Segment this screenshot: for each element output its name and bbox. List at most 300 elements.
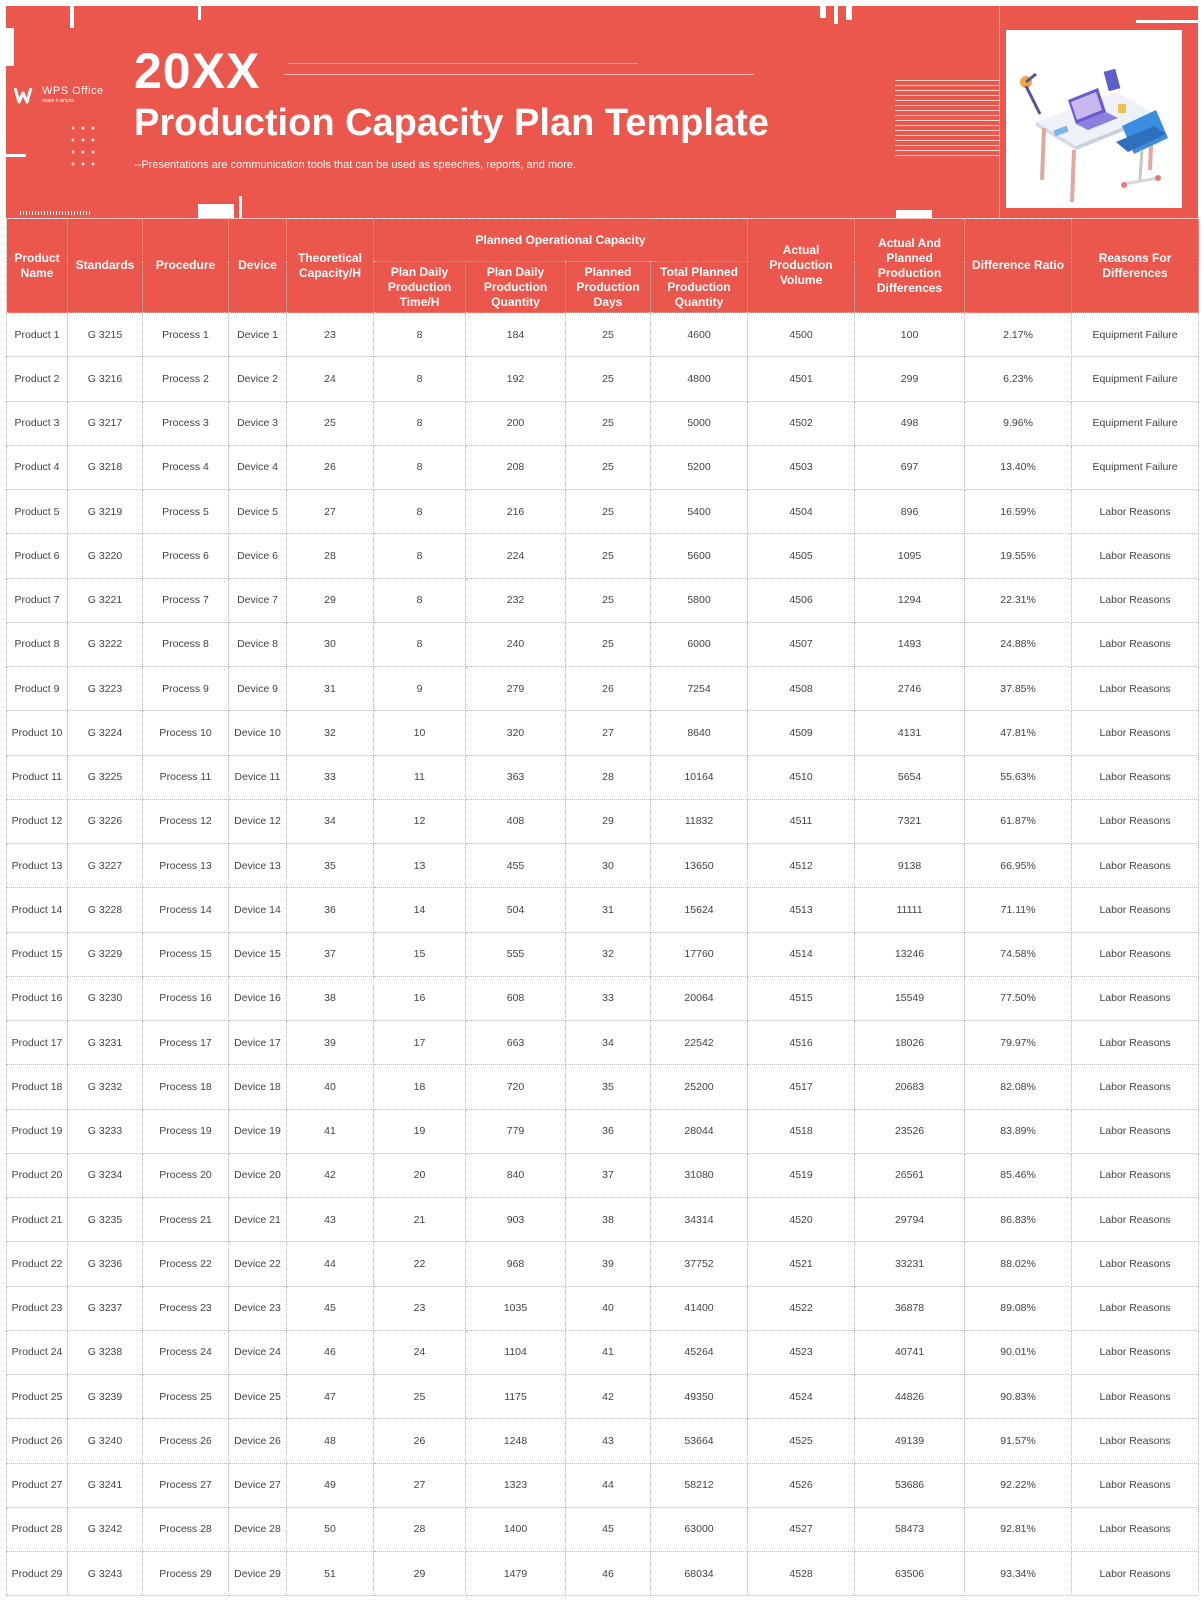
col-header-actual-volume: Actual Production Volume <box>748 219 855 313</box>
cell-difference-ratio: 24.88% <box>965 622 1072 666</box>
cell-actual-volume: 4527 <box>748 1507 855 1551</box>
cell-theoretical-capacity: 25 <box>287 401 374 445</box>
cell-plan-daily-quantity: 779 <box>466 1109 566 1153</box>
cell-plan-daily-time: 26 <box>374 1419 466 1463</box>
cell-product-name: Product 27 <box>7 1463 68 1507</box>
cell-standard: G 3236 <box>68 1242 143 1286</box>
cell-actual-volume: 4510 <box>748 755 855 799</box>
logo-name: WPS Office <box>42 85 104 97</box>
cell-reason: Labor Reasons <box>1072 667 1199 711</box>
cell-total-planned-quantity: 7254 <box>651 667 748 711</box>
cell-device: Device 2 <box>229 357 287 401</box>
col-header-product-name: Product Name <box>7 219 68 313</box>
cell-plan-daily-quantity: 720 <box>466 1065 566 1109</box>
cell-total-planned-quantity: 58212 <box>651 1463 748 1507</box>
cell-actual-volume: 4511 <box>748 799 855 843</box>
cell-actual-volume: 4513 <box>748 888 855 932</box>
cell-actual-volume: 4517 <box>748 1065 855 1109</box>
cell-difference: 13246 <box>855 932 965 976</box>
col-header-difference-ratio: Difference Ratio <box>965 219 1072 313</box>
cell-product-name: Product 2 <box>7 357 68 401</box>
cell-plan-daily-time: 21 <box>374 1198 466 1242</box>
cell-reason: Labor Reasons <box>1072 932 1199 976</box>
table-row <box>7 1552 1199 1596</box>
cell-procedure: Process 2 <box>143 357 229 401</box>
cell-difference: 63506 <box>855 1552 965 1596</box>
cell-planned-days: 29 <box>566 799 651 843</box>
cell-plan-daily-quantity: 504 <box>466 888 566 932</box>
decor-bar <box>198 6 201 20</box>
cell-reason: Labor Reasons <box>1072 844 1199 888</box>
cell-planned-days: 39 <box>566 1242 651 1286</box>
cell-plan-daily-quantity: 363 <box>466 755 566 799</box>
cell-actual-volume: 4502 <box>748 401 855 445</box>
cell-planned-days: 46 <box>566 1552 651 1596</box>
decor-bar <box>896 210 932 218</box>
table-row <box>7 1419 1199 1463</box>
cell-standard: G 3217 <box>68 401 143 445</box>
cell-planned-days: 25 <box>566 622 651 666</box>
cell-plan-daily-quantity: 1104 <box>466 1330 566 1374</box>
cell-plan-daily-time: 8 <box>374 534 466 578</box>
cell-actual-volume: 4512 <box>748 844 855 888</box>
col-header-planned-days: Planned Production Days <box>566 262 651 313</box>
cell-theoretical-capacity: 23 <box>287 313 374 357</box>
table-row <box>7 799 1199 843</box>
cell-standard: G 3224 <box>68 711 143 755</box>
cell-plan-daily-quantity: 232 <box>466 578 566 622</box>
cell-planned-days: 36 <box>566 1109 651 1153</box>
cell-device: Device 18 <box>229 1065 287 1109</box>
cell-product-name: Product 24 <box>7 1330 68 1374</box>
cell-standard: G 3227 <box>68 844 143 888</box>
cell-difference-ratio: 91.57% <box>965 1419 1072 1463</box>
table-row <box>7 844 1199 888</box>
cell-reason: Labor Reasons <box>1072 1065 1199 1109</box>
cell-plan-daily-time: 8 <box>374 313 466 357</box>
cell-difference: 53686 <box>855 1463 965 1507</box>
cell-device: Device 16 <box>229 976 287 1020</box>
cell-theoretical-capacity: 45 <box>287 1286 374 1330</box>
wps-logo-icon <box>14 86 36 104</box>
cell-device: Device 9 <box>229 667 287 711</box>
cell-difference-ratio: 66.95% <box>965 844 1072 888</box>
cell-difference: 7321 <box>855 799 965 843</box>
cell-total-planned-quantity: 20064 <box>651 976 748 1020</box>
table-row <box>7 445 1199 489</box>
cell-actual-volume: 4514 <box>748 932 855 976</box>
cell-planned-days: 41 <box>566 1330 651 1374</box>
col-header-plan-daily-time: Plan Daily Production Time/H <box>374 262 466 313</box>
cell-difference: 299 <box>855 357 965 401</box>
cell-planned-days: 42 <box>566 1375 651 1419</box>
table-row <box>7 755 1199 799</box>
cell-device: Device 12 <box>229 799 287 843</box>
decor-bar <box>846 6 852 20</box>
cell-total-planned-quantity: 53664 <box>651 1419 748 1463</box>
cell-device: Device 13 <box>229 844 287 888</box>
cell-difference: 49139 <box>855 1419 965 1463</box>
cell-planned-days: 25 <box>566 357 651 401</box>
cell-difference: 2746 <box>855 667 965 711</box>
table-row <box>7 1286 1199 1330</box>
cell-product-name: Product 14 <box>7 888 68 932</box>
table-row <box>7 1330 1199 1374</box>
cell-total-planned-quantity: 6000 <box>651 622 748 666</box>
table-row <box>7 667 1199 711</box>
cell-reason: Equipment Failure <box>1072 313 1199 357</box>
cell-plan-daily-time: 22 <box>374 1242 466 1286</box>
cell-product-name: Product 21 <box>7 1198 68 1242</box>
cell-procedure: Process 18 <box>143 1065 229 1109</box>
cell-planned-days: 27 <box>566 711 651 755</box>
table-row <box>7 711 1199 755</box>
cell-product-name: Product 12 <box>7 799 68 843</box>
cell-procedure: Process 20 <box>143 1153 229 1197</box>
cell-theoretical-capacity: 29 <box>287 578 374 622</box>
cell-difference-ratio: 6.23% <box>965 357 1072 401</box>
cell-total-planned-quantity: 4800 <box>651 357 748 401</box>
table-row <box>7 357 1199 401</box>
cell-plan-daily-quantity: 208 <box>466 445 566 489</box>
cell-theoretical-capacity: 50 <box>287 1507 374 1551</box>
cell-procedure: Process 27 <box>143 1463 229 1507</box>
col-header-plan-daily-quantity: Plan Daily Production Quantity <box>466 262 566 313</box>
cell-procedure: Process 12 <box>143 799 229 843</box>
cell-procedure: Process 16 <box>143 976 229 1020</box>
cell-reason: Labor Reasons <box>1072 1419 1199 1463</box>
cell-total-planned-quantity: 13650 <box>651 844 748 888</box>
cell-reason: Labor Reasons <box>1072 1286 1199 1330</box>
table-row <box>7 534 1199 578</box>
cell-planned-days: 30 <box>566 844 651 888</box>
cell-theoretical-capacity: 51 <box>287 1552 374 1596</box>
cell-total-planned-quantity: 17760 <box>651 932 748 976</box>
table-row <box>7 1021 1199 1065</box>
cell-standard: G 3220 <box>68 534 143 578</box>
cell-product-name: Product 9 <box>7 667 68 711</box>
cell-actual-volume: 4503 <box>748 445 855 489</box>
cell-procedure: Process 15 <box>143 932 229 976</box>
cell-product-name: Product 16 <box>7 976 68 1020</box>
cell-total-planned-quantity: 45264 <box>651 1330 748 1374</box>
cell-plan-daily-time: 20 <box>374 1153 466 1197</box>
cell-actual-volume: 4508 <box>748 667 855 711</box>
cell-planned-days: 44 <box>566 1463 651 1507</box>
cell-plan-daily-time: 24 <box>374 1330 466 1374</box>
cell-plan-daily-time: 18 <box>374 1065 466 1109</box>
cell-theoretical-capacity: 40 <box>287 1065 374 1109</box>
cell-planned-days: 34 <box>566 1021 651 1065</box>
cell-plan-daily-quantity: 192 <box>466 357 566 401</box>
decor-dots <box>68 122 98 172</box>
cell-plan-daily-quantity: 608 <box>466 976 566 1020</box>
cell-theoretical-capacity: 36 <box>287 888 374 932</box>
cell-product-name: Product 15 <box>7 932 68 976</box>
cell-reason: Labor Reasons <box>1072 1242 1199 1286</box>
capacity-plan-table <box>6 218 1199 1596</box>
cell-device: Device 10 <box>229 711 287 755</box>
cell-device: Device 4 <box>229 445 287 489</box>
cell-difference: 58473 <box>855 1507 965 1551</box>
cell-device: Device 11 <box>229 755 287 799</box>
cell-plan-daily-quantity: 184 <box>466 313 566 357</box>
desk-workspace-icon <box>1006 30 1182 208</box>
cell-difference-ratio: 16.59% <box>965 490 1072 534</box>
table-row <box>7 1153 1199 1197</box>
cell-difference-ratio: 61.87% <box>965 799 1072 843</box>
cell-difference: 18026 <box>855 1021 965 1065</box>
cell-procedure: Process 19 <box>143 1109 229 1153</box>
cell-product-name: Product 18 <box>7 1065 68 1109</box>
decor-bar <box>820 6 826 18</box>
cell-plan-daily-time: 8 <box>374 578 466 622</box>
cell-device: Device 14 <box>229 888 287 932</box>
table-row <box>7 1463 1199 1507</box>
table-row <box>7 490 1199 534</box>
cell-standard: G 3223 <box>68 667 143 711</box>
cell-procedure: Process 4 <box>143 445 229 489</box>
cell-actual-volume: 4518 <box>748 1109 855 1153</box>
cell-plan-daily-time: 8 <box>374 622 466 666</box>
cell-theoretical-capacity: 46 <box>287 1330 374 1374</box>
cell-theoretical-capacity: 47 <box>287 1375 374 1419</box>
cell-procedure: Process 7 <box>143 578 229 622</box>
cell-product-name: Product 4 <box>7 445 68 489</box>
cell-product-name: Product 29 <box>7 1552 68 1596</box>
cell-difference-ratio: 79.97% <box>965 1021 1072 1065</box>
decor-bar <box>1136 20 1198 23</box>
decor-ticks <box>20 211 92 215</box>
cell-standard: G 3237 <box>68 1286 143 1330</box>
cell-actual-volume: 4501 <box>748 357 855 401</box>
cell-difference-ratio: 2.17% <box>965 313 1072 357</box>
cell-planned-days: 38 <box>566 1198 651 1242</box>
cell-plan-daily-quantity: 240 <box>466 622 566 666</box>
cell-difference: 15549 <box>855 976 965 1020</box>
cell-actual-volume: 4525 <box>748 1419 855 1463</box>
cell-total-planned-quantity: 5600 <box>651 534 748 578</box>
cell-reason: Labor Reasons <box>1072 1507 1199 1551</box>
cell-difference-ratio: 9.96% <box>965 401 1072 445</box>
cell-difference: 40741 <box>855 1330 965 1374</box>
cell-total-planned-quantity: 41400 <box>651 1286 748 1330</box>
cell-plan-daily-quantity: 1323 <box>466 1463 566 1507</box>
cell-procedure: Process 29 <box>143 1552 229 1596</box>
cell-difference: 498 <box>855 401 965 445</box>
cell-difference: 44826 <box>855 1375 965 1419</box>
cell-plan-daily-quantity: 1248 <box>466 1419 566 1463</box>
table-row <box>7 888 1199 932</box>
cell-plan-daily-time: 19 <box>374 1109 466 1153</box>
cell-reason: Equipment Failure <box>1072 445 1199 489</box>
cell-total-planned-quantity: 63000 <box>651 1507 748 1551</box>
cell-difference-ratio: 77.50% <box>965 976 1072 1020</box>
cell-difference: 697 <box>855 445 965 489</box>
cell-difference-ratio: 90.83% <box>965 1375 1072 1419</box>
cell-reason: Labor Reasons <box>1072 976 1199 1020</box>
cell-device: Device 5 <box>229 490 287 534</box>
cell-device: Device 26 <box>229 1419 287 1463</box>
cell-reason: Labor Reasons <box>1072 1463 1199 1507</box>
cell-difference: 23526 <box>855 1109 965 1153</box>
cell-product-name: Product 25 <box>7 1375 68 1419</box>
decor-bar <box>6 154 26 157</box>
col-header-theoretical-capacity: Theoretical Capacity/H <box>287 219 374 313</box>
cell-reason: Labor Reasons <box>1072 799 1199 843</box>
cell-plan-daily-time: 28 <box>374 1507 466 1551</box>
cell-product-name: Product 8 <box>7 622 68 666</box>
cell-theoretical-capacity: 41 <box>287 1109 374 1153</box>
cell-device: Device 28 <box>229 1507 287 1551</box>
cell-planned-days: 25 <box>566 401 651 445</box>
cell-actual-volume: 4515 <box>748 976 855 1020</box>
cell-planned-days: 45 <box>566 1507 651 1551</box>
decor-bar <box>834 6 838 24</box>
cell-difference-ratio: 19.55% <box>965 534 1072 578</box>
cell-actual-volume: 4522 <box>748 1286 855 1330</box>
cell-planned-days: 33 <box>566 976 651 1020</box>
cell-total-planned-quantity: 15624 <box>651 888 748 932</box>
cell-device: Device 8 <box>229 622 287 666</box>
cell-actual-volume: 4528 <box>748 1552 855 1596</box>
cell-standard: G 3234 <box>68 1153 143 1197</box>
cell-total-planned-quantity: 8640 <box>651 711 748 755</box>
cell-theoretical-capacity: 34 <box>287 799 374 843</box>
cell-procedure: Process 1 <box>143 313 229 357</box>
cell-device: Device 17 <box>229 1021 287 1065</box>
col-header-total-planned-quantity: Total Planned Production Quantity <box>651 262 748 313</box>
cell-standard: G 3228 <box>68 888 143 932</box>
cell-standard: G 3218 <box>68 445 143 489</box>
cell-planned-days: 25 <box>566 578 651 622</box>
table-row <box>7 401 1199 445</box>
col-header-device: Device <box>229 219 287 313</box>
cell-actual-volume: 4519 <box>748 1153 855 1197</box>
cell-total-planned-quantity: 31080 <box>651 1153 748 1197</box>
cell-standard: G 3222 <box>68 622 143 666</box>
cell-theoretical-capacity: 38 <box>287 976 374 1020</box>
cell-procedure: Process 14 <box>143 888 229 932</box>
cell-plan-daily-time: 16 <box>374 976 466 1020</box>
cell-difference-ratio: 74.58% <box>965 932 1072 976</box>
cell-reason: Labor Reasons <box>1072 622 1199 666</box>
cell-product-name: Product 28 <box>7 1507 68 1551</box>
cell-difference-ratio: 85.46% <box>965 1153 1072 1197</box>
cell-standard: G 3240 <box>68 1419 143 1463</box>
cell-product-name: Product 11 <box>7 755 68 799</box>
cell-difference: 1493 <box>855 622 965 666</box>
cell-standard: G 3239 <box>68 1375 143 1419</box>
cell-product-name: Product 20 <box>7 1153 68 1197</box>
cell-plan-daily-quantity: 1400 <box>466 1507 566 1551</box>
col-header-differences: Actual And Planned Production Differences <box>855 219 965 313</box>
cell-plan-daily-time: 9 <box>374 667 466 711</box>
cell-procedure: Process 10 <box>143 711 229 755</box>
cell-total-planned-quantity: 28044 <box>651 1109 748 1153</box>
cell-planned-days: 37 <box>566 1153 651 1197</box>
cell-actual-volume: 4521 <box>748 1242 855 1286</box>
page-title: Production Capacity Plan Template <box>134 102 769 144</box>
cell-reason: Labor Reasons <box>1072 1375 1199 1419</box>
cell-actual-volume: 4523 <box>748 1330 855 1374</box>
cell-reason: Labor Reasons <box>1072 755 1199 799</box>
cell-difference-ratio: 89.08% <box>965 1286 1072 1330</box>
cell-difference-ratio: 90.01% <box>965 1330 1072 1374</box>
cell-planned-days: 32 <box>566 932 651 976</box>
cell-product-name: Product 3 <box>7 401 68 445</box>
cell-theoretical-capacity: 37 <box>287 932 374 976</box>
decor-line <box>284 74 754 75</box>
cell-theoretical-capacity: 35 <box>287 844 374 888</box>
cell-difference-ratio: 82.08% <box>965 1065 1072 1109</box>
cell-total-planned-quantity: 10164 <box>651 755 748 799</box>
cell-plan-daily-time: 12 <box>374 799 466 843</box>
cell-actual-volume: 4505 <box>748 534 855 578</box>
cell-planned-days: 28 <box>566 755 651 799</box>
cell-product-name: Product 13 <box>7 844 68 888</box>
cell-device: Device 21 <box>229 1198 287 1242</box>
cell-theoretical-capacity: 28 <box>287 534 374 578</box>
cell-theoretical-capacity: 39 <box>287 1021 374 1065</box>
table-row <box>7 1375 1199 1419</box>
cell-plan-daily-quantity: 455 <box>466 844 566 888</box>
cell-reason: Labor Reasons <box>1072 711 1199 755</box>
cell-procedure: Process 3 <box>143 401 229 445</box>
cell-planned-days: 25 <box>566 445 651 489</box>
cell-reason: Labor Reasons <box>1072 578 1199 622</box>
cell-total-planned-quantity: 34314 <box>651 1198 748 1242</box>
cell-difference: 11111 <box>855 888 965 932</box>
cell-product-name: Product 26 <box>7 1419 68 1463</box>
cell-theoretical-capacity: 32 <box>287 711 374 755</box>
cell-device: Device 25 <box>229 1375 287 1419</box>
cell-plan-daily-time: 8 <box>374 357 466 401</box>
cell-reason: Labor Reasons <box>1072 534 1199 578</box>
cell-difference-ratio: 22.31% <box>965 578 1072 622</box>
cell-plan-daily-quantity: 200 <box>466 401 566 445</box>
cell-procedure: Process 5 <box>143 490 229 534</box>
decor-bar <box>198 204 234 218</box>
cell-product-name: Product 17 <box>7 1021 68 1065</box>
cell-standard: G 3216 <box>68 357 143 401</box>
cell-standard: G 3233 <box>68 1109 143 1153</box>
cell-total-planned-quantity: 68034 <box>651 1552 748 1596</box>
cell-standard: G 3215 <box>68 313 143 357</box>
cell-product-name: Product 22 <box>7 1242 68 1286</box>
cell-total-planned-quantity: 11832 <box>651 799 748 843</box>
cell-theoretical-capacity: 27 <box>287 490 374 534</box>
table-row <box>7 622 1199 666</box>
cell-theoretical-capacity: 49 <box>287 1463 374 1507</box>
cell-reason: Labor Reasons <box>1072 1552 1199 1596</box>
cell-standard: G 3242 <box>68 1507 143 1551</box>
cell-difference: 9138 <box>855 844 965 888</box>
cell-standard: G 3241 <box>68 1463 143 1507</box>
cell-device: Device 19 <box>229 1109 287 1153</box>
decor-stripes <box>895 80 999 160</box>
table-row <box>7 1198 1199 1242</box>
cell-reason: Labor Reasons <box>1072 1330 1199 1374</box>
cell-actual-volume: 4506 <box>748 578 855 622</box>
cell-plan-daily-quantity: 216 <box>466 490 566 534</box>
cell-plan-daily-quantity: 663 <box>466 1021 566 1065</box>
table-row <box>7 1507 1199 1551</box>
logo-tagline: make it simple <box>42 98 74 104</box>
cell-plan-daily-quantity: 224 <box>466 534 566 578</box>
cell-plan-daily-quantity: 279 <box>466 667 566 711</box>
table-row <box>7 976 1199 1020</box>
